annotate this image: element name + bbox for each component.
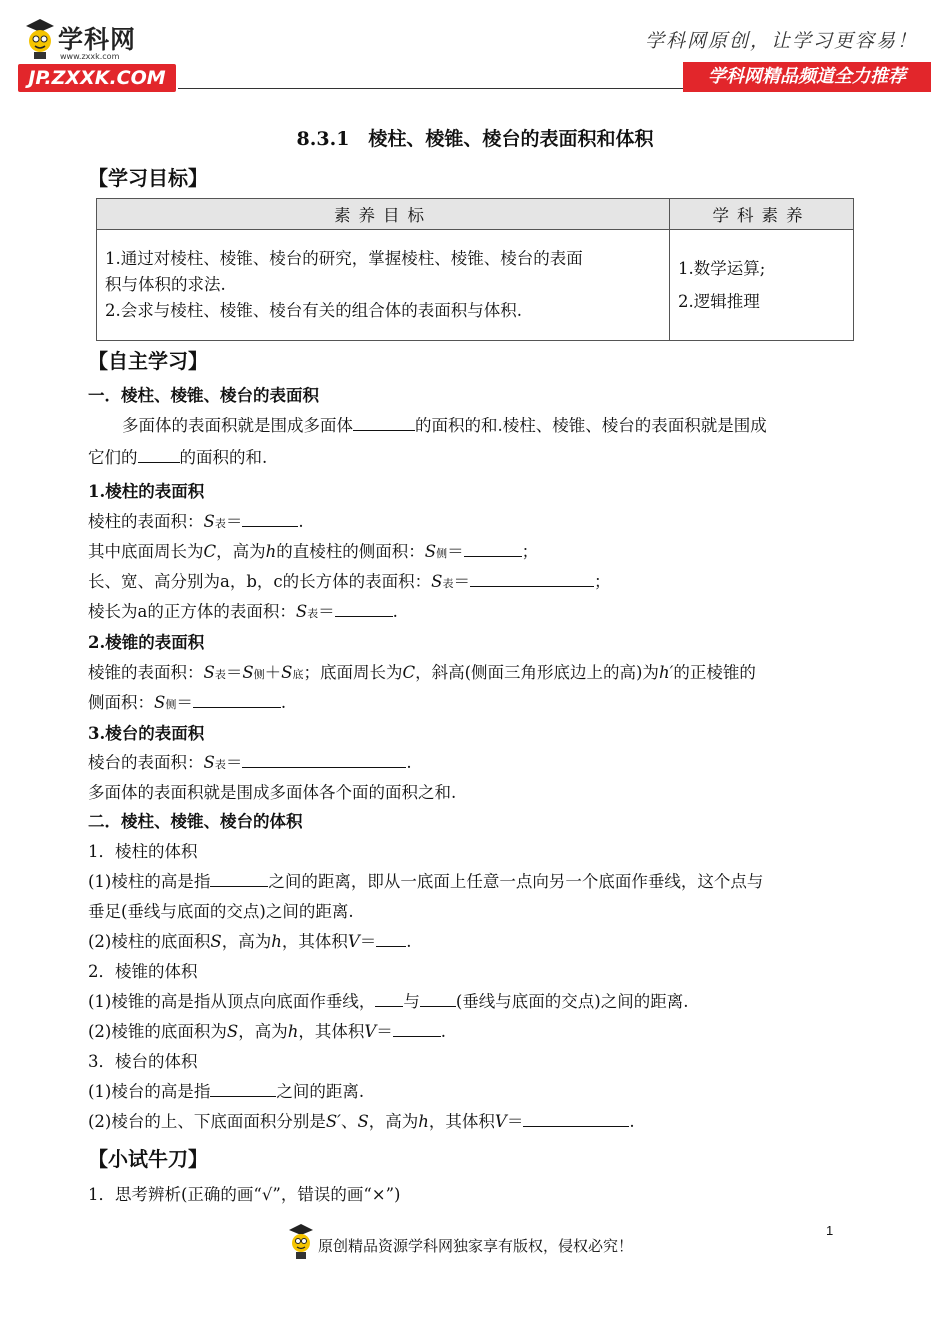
site-url: www.zxxk.com [60, 52, 120, 61]
text: 的面积的和. [179, 448, 268, 467]
text: 棱锥的表面积： [88, 663, 204, 682]
paragraph [88, 1078, 364, 1102]
text: ，其体积 [428, 1112, 495, 1131]
text: 侧面积： [88, 693, 154, 712]
text: ，斜高(侧面三角形底边上的高)为 [415, 663, 659, 682]
fill-blank[interactable] [242, 509, 298, 527]
text: ，其体积 [281, 932, 348, 951]
section-heading-goals: 【学习目标】 [88, 166, 208, 190]
fill-blank[interactable] [393, 1019, 441, 1037]
literacy-line: 1.数学运算; [678, 259, 766, 278]
site-logo-text[interactable]: 学科网 [58, 25, 137, 54]
fill-blank[interactable] [470, 569, 594, 587]
text: 的直棱柱的侧面积： [276, 542, 425, 561]
text: ，高为 [368, 1112, 419, 1131]
subsection-heading: 2.棱锥的表面积 [88, 633, 205, 652]
page-number: 1 [826, 1223, 834, 1238]
subsection-heading: 一．棱柱、棱锥、棱台的表面积 [88, 386, 319, 405]
subsection-heading: 1.棱柱的表面积 [88, 482, 205, 501]
formula-line: 棱长为a的正方体的表面积：S表＝ . [88, 598, 398, 622]
section-heading-self-study: 【自主学习】 [88, 349, 208, 373]
text: (2)棱台的上、下底面面积分别是 [88, 1112, 326, 1131]
formula-line: 棱台的表面积：S表＝ . [88, 749, 412, 773]
fill-blank[interactable] [376, 929, 406, 947]
subsection-heading: 3.棱台的表面积 [88, 724, 205, 743]
literacy-col-header: 学科素养 [670, 199, 854, 230]
item-heading: 3．棱台的体积 [88, 1052, 198, 1071]
paragraph [88, 868, 763, 892]
text: 长、宽、高分别为a，b，c的长方体的表面积： [88, 572, 432, 591]
formula-line: 侧面积：S侧＝ . [88, 689, 286, 713]
site-domain-banner[interactable]: JP.ZXXK.COM [18, 64, 176, 92]
header-slogan: 学科网原创，让学习更容易！ [645, 30, 919, 52]
fill-blank[interactable] [420, 989, 456, 1007]
formula-line: (2)棱台的上、下底面面积分别是S′、S，高为h，其体积V＝ . [88, 1108, 635, 1132]
text: (垂线与底面的交点)之间的距离. [455, 992, 689, 1011]
paragraph: 垂足(垂线与底面的交点)之间的距离. [88, 902, 354, 921]
subsection-heading: 二．棱柱、棱锥、棱台的体积 [88, 812, 303, 831]
goal-line: 1.通过对棱柱、棱锥、棱台的研究，掌握棱柱、棱锥、棱台的表面 [105, 249, 583, 268]
formula-line: 长、宽、高分别为a，b，c的长方体的表面积：S表＝ ； [88, 568, 610, 592]
header-divider [178, 88, 683, 89]
paragraph [88, 988, 689, 1012]
fill-blank[interactable] [353, 413, 415, 431]
formula-line: (2)棱柱的底面积S，高为h，其体积V＝ . [88, 928, 412, 952]
text: (1)棱柱的高是指 [88, 872, 211, 891]
mascot-logo-icon [22, 16, 58, 60]
text: 其中底面周长为 [88, 542, 204, 561]
fill-blank[interactable] [523, 1109, 629, 1127]
text: (2)棱锥的底面积为 [88, 1022, 227, 1041]
promo-banner[interactable]: 学科网精品频道全力推荐 [683, 62, 931, 92]
fill-blank[interactable] [138, 445, 180, 463]
fill-blank[interactable] [210, 1079, 276, 1097]
literacy-cell [670, 230, 854, 341]
formula-line: 其中底面周长为C，高为h的直棱柱的侧面积：S侧＝ ； [88, 538, 538, 562]
formula-line: (2)棱锥的底面积为S，高为h，其体积V＝ . [88, 1018, 446, 1042]
text: ，高为 [238, 1022, 288, 1041]
footer-copyright: 原创精品资源学科网独家享有版权，侵权必究！ [318, 1237, 634, 1255]
fill-blank[interactable] [375, 989, 403, 1007]
text: ，高为 [221, 932, 272, 951]
text: ，其体积 [298, 1022, 365, 1041]
fill-blank[interactable] [464, 539, 522, 557]
formula-line: 棱柱的表面积：S表＝ . [88, 508, 304, 532]
fill-blank[interactable] [210, 869, 268, 887]
text: 它们的 [88, 448, 138, 467]
mascot-footer-icon [286, 1222, 316, 1260]
paragraph: 多面体的表面积就是围成多面体各个面的面积之和. [88, 783, 457, 802]
text: 之间的距离. [276, 1082, 365, 1101]
text: 的正棱锥的 [673, 663, 756, 682]
goal-line: 积与体积的求法. [105, 275, 226, 294]
goals-col-header: 素养目标 [97, 199, 670, 230]
paragraph [88, 444, 267, 468]
text: 棱长为a的正方体的表面积： [88, 602, 296, 621]
text: ，高为 [216, 542, 266, 561]
question: 1．思考辨析(正确的画“√”，错误的画“×”) [88, 1185, 401, 1204]
fill-blank[interactable] [335, 599, 393, 617]
fill-blank[interactable] [193, 690, 281, 708]
section-heading-trial: 【小试牛刀】 [88, 1147, 208, 1171]
text: 与 [403, 992, 420, 1011]
goals-cell [97, 230, 670, 341]
text: (1)棱台的高是指 [88, 1082, 211, 1101]
text: 多面体的表面积就是围成多面体 [122, 416, 353, 435]
formula-line: 棱锥的表面积：S表＝S侧＋S底；底面周长为C，斜高(侧面三角形底边上的高)为h′的正棱锥的 [88, 663, 756, 682]
paragraph [122, 412, 767, 436]
item-heading: 2．棱锥的体积 [88, 962, 198, 981]
text: (2)棱柱的底面积 [88, 932, 211, 951]
text: 棱柱的表面积： [88, 512, 204, 531]
goals-table [96, 198, 854, 341]
item-heading: 1．棱柱的体积 [88, 842, 198, 861]
text: 、 [340, 1112, 358, 1131]
fill-blank[interactable] [242, 750, 406, 768]
page-title: 8.3.1 棱柱、棱锥、棱台的表面积和体积 [296, 128, 654, 150]
goal-line: 2.会求与棱柱、棱锥、棱台有关的组合体的表面积与体积. [105, 301, 522, 320]
text: 之间的距离，即从一底面上任意一点向另一个底面作垂线，这个点与 [268, 872, 764, 891]
text: 的面积的和.棱柱、棱锥、棱台的表面积就是围成 [415, 416, 767, 435]
literacy-line: 2.逻辑推理 [678, 292, 760, 311]
text: (1)棱锥的高是指从顶点向底面作垂线， [88, 992, 376, 1011]
text: ；底面周长为 [303, 663, 403, 682]
text: 棱台的表面积： [88, 753, 204, 772]
